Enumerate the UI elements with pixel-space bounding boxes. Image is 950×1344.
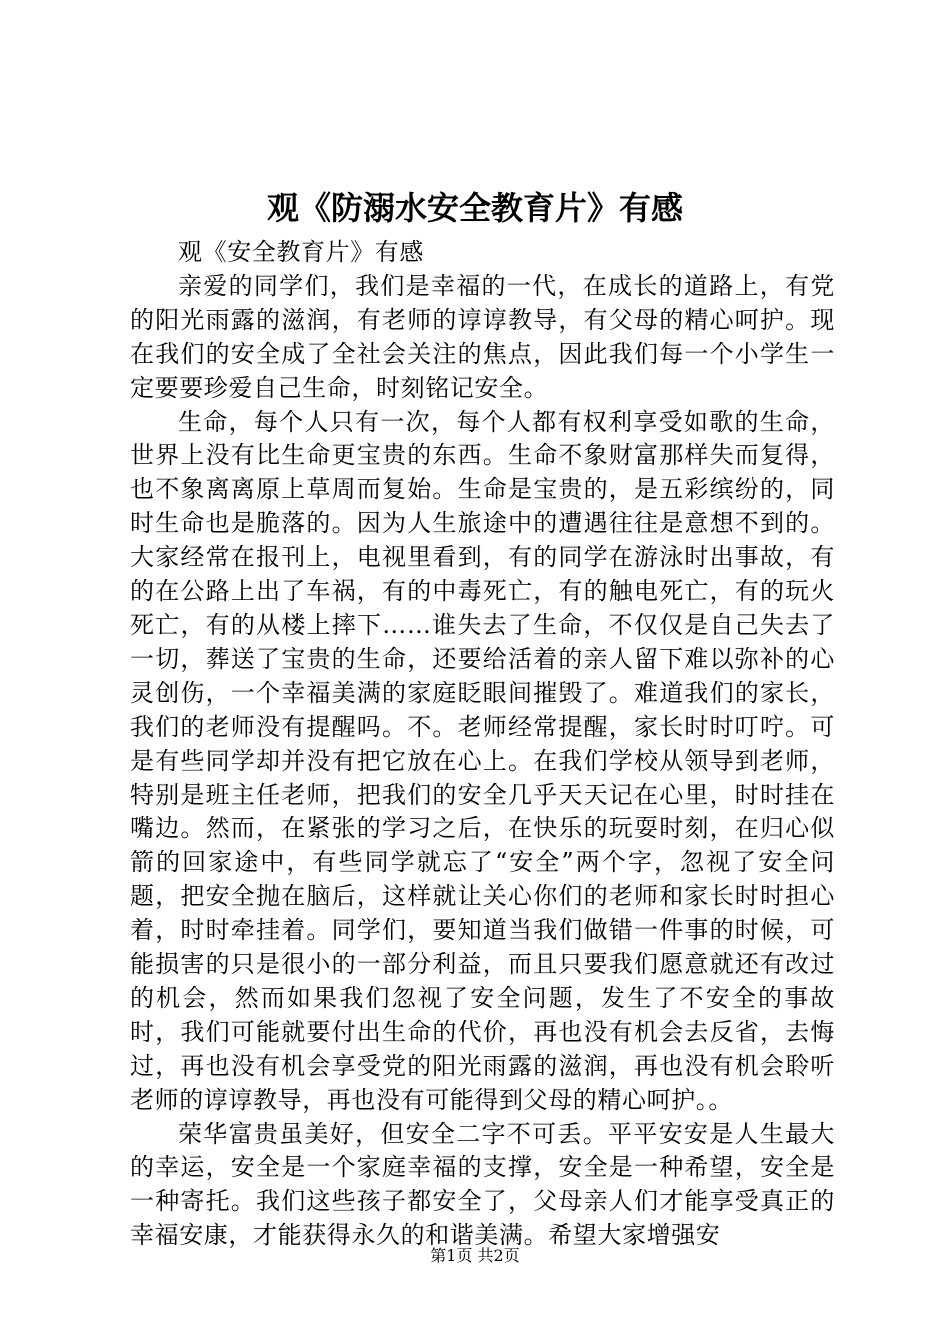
body-paragraph: 荣华富贵虽美好，但安全二字不可丢。平平安安是人生最大的幸运，安全是一个家庭幸福的支撑，安全是一种希望，安全是一种寄托。我们这些孩子都安全了，父母亲人们才能享受真正的幸福安康，才能获得永久的和谐美满。希望大家增强安 — [130, 1119, 835, 1250]
document-body — [130, 236, 835, 1253]
body-paragraph: 亲爱的同学们，我们是幸福的一代，在成长的道路上，有党的阳光雨露的滋润，有老师的谆谆教导，有父母的精心呵护。现在我们的安全成了全社会关注的焦点，因此我们每一个小学生一定要要珍爱自己生命，时刻铭记安全。 — [130, 271, 835, 402]
document-title: 观《防溺水安全教育片》有感 — [266, 189, 683, 227]
page-footer: 第1页 共2页 — [430, 1246, 520, 1265]
subtitle-paragraph: 观《安全教育片》有感 — [178, 238, 424, 266]
body-paragraph: 生命，每个人只有一次，每个人都有权利享受如歌的生命，世界上没有比生命更宝贵的东西。生命不象财富那样失而复得，也不象离离原上草周而复始。生命是宝贵的，是五彩缤纷的，同时生命也是脆落的。因为人生旅途中的遭遇往往是意想不到的。大家经常在报刊上，电视里看到，有的同学在游泳时出事故，有的在公路上出了车祸，有的中毒死亡，有的触电死亡，有的玩火死亡，有的从楼上摔下……谁失去了生命，不仅仅是自己失去了一切，葬送了宝贵的生命，还要给活着的亲人留下难以弥补的心灵创伤，一个幸福美满的家庭眨眼间摧毁了。难道我们的家长，我们的老师没有提醒吗。不。老师经常提醒，家长时时叮咛。可是有些同学却并没有把它放在心上。在我们学校从领导到老师，特别是班主任老师，把我们的安全几乎天天记在心里，时时挂在嘴边。然而，在紧张的学习之后，在快乐的玩耍时刻，在归心似箭的回家途中，有些同学就忘了“安全”两个字，忽视了安全问题，把安全抛在脑后，这样就让关心你们的老师和家长时时担心着，时时牵挂着。同学们，要知道当我们做错一件事的时候，可能损害的只是很小的一部分利益，而且只要我们愿意就还有改过的机会，然而如果我们忽视了安全问题，发生了不安全的事故时，我们可能就要付出生命的代价，再也没有机会去反省，去悔过，再也没有机会享受党的阳光雨露的滋润，再也没有机会聆听老师的谆谆教导，再也没有可能得到父母的精心呵护。。 — [130, 407, 835, 1114]
